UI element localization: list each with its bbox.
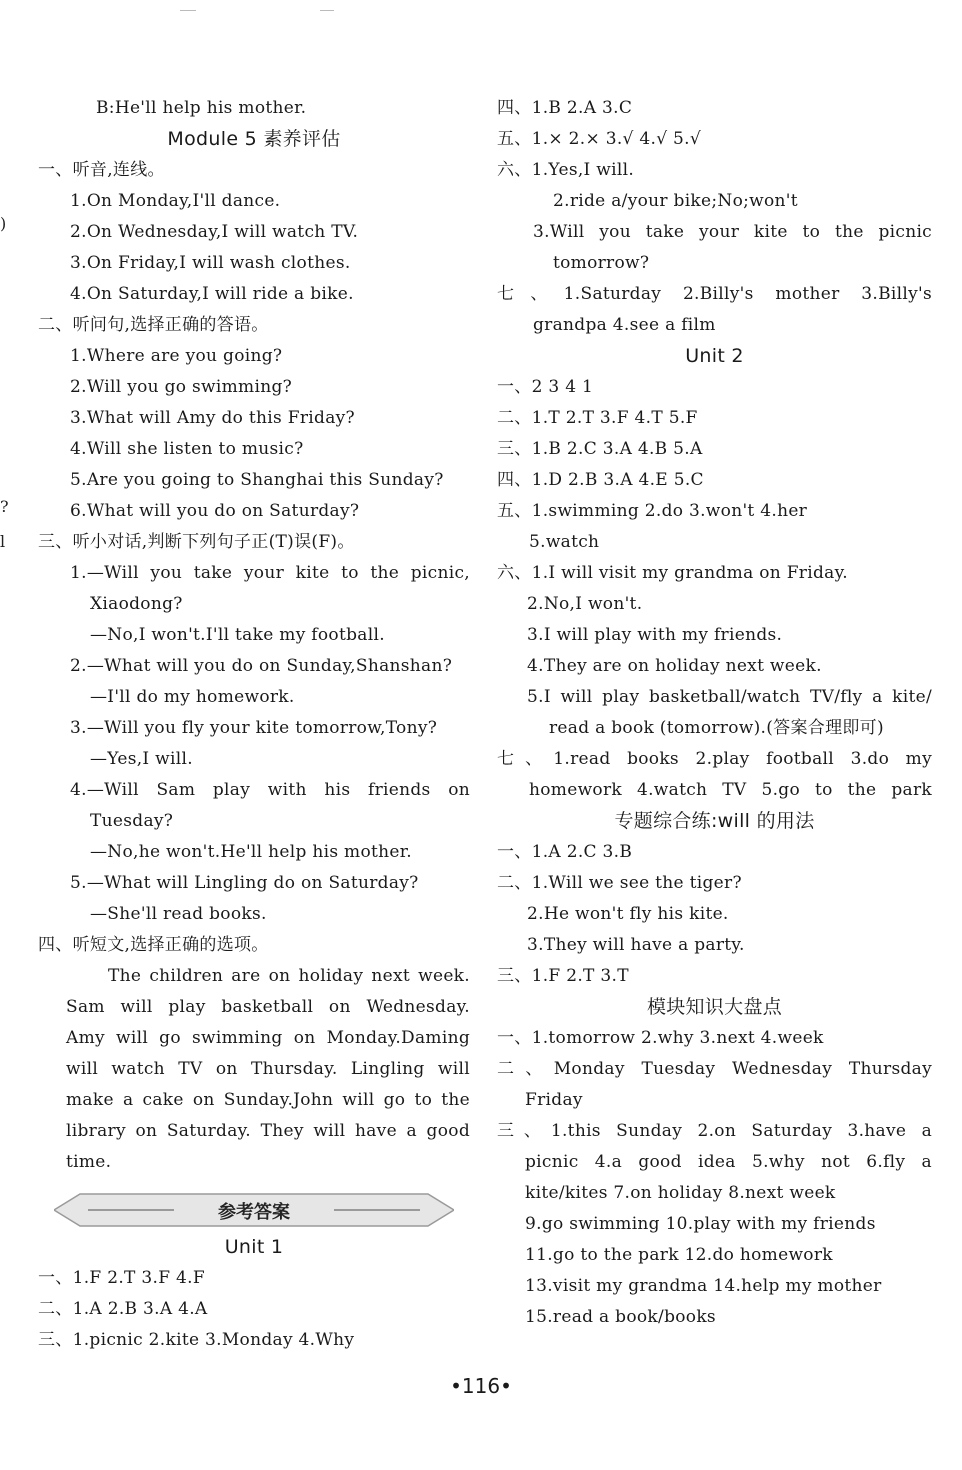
- question-heading: 四、听短文,选择正确的选项。: [38, 935, 269, 955]
- answer-line: 三、1.F 2.T 3.T: [497, 966, 629, 986]
- list-item: 5.Are you going to Shanghai this Sunday?: [70, 470, 444, 490]
- answer-line: 七、1.Saturday 2.Billy's mother 3.Billy's: [497, 284, 932, 304]
- answer-line: 六、1.Yes,I will.: [497, 160, 635, 180]
- question-heading: 一、听音,连线。: [38, 160, 165, 180]
- list-item: 1.Where are you going?: [70, 346, 283, 366]
- passage-line: make a cake on Sunday.John will go to the: [66, 1090, 470, 1110]
- answer-line: 5.watch: [529, 532, 600, 552]
- list-item: 2.Will you go swimming?: [70, 377, 293, 397]
- answer-line: 15.read a book/books: [525, 1307, 716, 1327]
- answer-line: 3.I will play with my friends.: [527, 625, 783, 645]
- edge-mark: l: [0, 532, 6, 551]
- scan-mark: [180, 10, 196, 11]
- answer-line: 2.No,I won't.: [527, 594, 643, 614]
- answer-line: 七、1.read books 2.play football 3.do my: [497, 749, 932, 769]
- passage-line: Sam will play basketball on Wednesday.: [66, 997, 470, 1017]
- list-item: —No,I won't.I'll take my football.: [90, 625, 385, 645]
- list-item: 3.—Will you fly your kite tomorrow,Tony?: [70, 718, 438, 738]
- answer-line: 5.I will play basketball/watch TV/fly a kite/: [527, 687, 932, 707]
- answer-line: 3.They will have a party.: [527, 935, 745, 955]
- list-item: 2.—What will you do on Sunday,Shanshan?: [70, 656, 453, 676]
- passage-line: The children are on holiday next week.: [108, 966, 470, 986]
- list-item: —I'll do my homework.: [90, 687, 295, 707]
- list-item: 5.—What will Lingling do on Saturday?: [70, 873, 419, 893]
- answer-line: 2.ride a/your bike;No;won't: [553, 191, 798, 211]
- passage-line: time.: [66, 1152, 112, 1172]
- section-title: Module 5 素养评估: [167, 128, 341, 150]
- answer-line: 4.They are on holiday next week.: [527, 656, 822, 676]
- question-heading: 二、听问句,选择正确的答语。: [38, 315, 269, 335]
- list-item: Xiaodong?: [90, 594, 183, 614]
- passage-line: will watch TV on Thursday. Lingling will: [66, 1059, 470, 1079]
- answer-line: 五、1.× 2.× 3.√ 4.√ 5.√: [497, 129, 701, 149]
- answer-line: 11.go to the park 12.do homework: [525, 1245, 833, 1265]
- answer-line: 9.go swimming 10.play with my friends: [525, 1214, 876, 1234]
- answer-line: 四、1.B 2.A 3.C: [497, 98, 633, 118]
- dialog-line: B:He'll help his mother.: [96, 98, 307, 118]
- answer-line: grandpa 4.see a film: [533, 315, 716, 335]
- question-heading: 三、听小对话,判断下列句子正(T)误(F)。: [38, 532, 355, 552]
- answer-line: 三、1.this Sunday 2.on Saturday 3.have a: [497, 1121, 932, 1141]
- list-item: 4.—Will Sam play with his friends on: [70, 780, 470, 800]
- edge-mark: ?: [0, 497, 9, 516]
- answer-line: tomorrow?: [553, 253, 650, 273]
- edge-mark: ): [0, 214, 7, 233]
- banner-label: 参考答案: [218, 1202, 290, 1223]
- section-title: 模块知识大盘点: [646, 996, 783, 1018]
- list-item: 2.On Wednesday,I will watch TV.: [70, 222, 359, 242]
- list-item: —No,he won't.He'll help his mother.: [90, 842, 413, 862]
- list-item: 1.On Monday,I'll dance.: [70, 191, 281, 211]
- answer-line: 三、1.B 2.C 3.A 4.B 5.A: [497, 439, 703, 459]
- answer-line: 3.Will you take your kite to the picnic: [533, 222, 932, 242]
- page-number: •116•: [450, 1374, 512, 1398]
- scan-mark: [320, 10, 334, 11]
- answer-line: 一、2 3 4 1: [497, 377, 594, 397]
- unit-title: Unit 2: [685, 345, 744, 367]
- answer-line: read a book (tomorrow).(答案合理即可): [549, 718, 884, 738]
- passage-line: library on Saturday. They will have a good: [66, 1121, 470, 1141]
- answer-line: 2.He won't fly his kite.: [527, 904, 729, 924]
- list-item: 3.On Friday,I will wash clothes.: [70, 253, 351, 273]
- answer-line: 五、1.swimming 2.do 3.won't 4.her: [497, 501, 808, 521]
- answer-line: 六、1.I will visit my grandma on Friday.: [497, 563, 848, 583]
- right-column: [497, 97, 932, 1337]
- answer-line: 三、1.picnic 2.kite 3.Monday 4.Why: [38, 1330, 355, 1350]
- list-item: 3.What will Amy do this Friday?: [70, 408, 355, 428]
- answer-line: 二、1.Will we see the tiger?: [497, 873, 742, 893]
- section-title: 专题综合练:will 的用法: [614, 810, 815, 832]
- list-item: 4.Will she listen to music?: [70, 439, 304, 459]
- answer-line: homework 4.watch TV 5.go to the park: [529, 780, 932, 800]
- answer-line: 二、1.A 2.B 3.A 4.A: [38, 1299, 208, 1319]
- list-item: 6.What will you do on Saturday?: [70, 501, 360, 521]
- answer-banner: [54, 1192, 454, 1228]
- answer-line: picnic 4.a good idea 5.why not 6.fly a: [525, 1152, 932, 1172]
- list-item: Tuesday?: [90, 811, 174, 831]
- answer-line: Friday: [525, 1090, 583, 1110]
- list-item: 4.On Saturday,I will ride a bike.: [70, 284, 354, 304]
- answer-line: 二、1.T 2.T 3.F 4.T 5.F: [497, 408, 698, 428]
- answer-line: 一、1.F 2.T 3.F 4.F: [38, 1268, 205, 1288]
- answer-line: 一、1.tomorrow 2.why 3.next 4.week: [497, 1028, 824, 1048]
- left-column: [38, 97, 470, 1360]
- unit-title: Unit 1: [224, 1236, 284, 1258]
- answer-line: 13.visit my grandma 14.help my mother: [525, 1276, 882, 1296]
- list-item: 1.—Will you take your kite to the picnic,: [70, 563, 470, 583]
- list-item: —Yes,I will.: [90, 749, 193, 769]
- answer-line: 二、Monday Tuesday Wednesday Thursday: [497, 1059, 932, 1079]
- list-item: —She'll read books.: [90, 904, 267, 924]
- answer-line: kite/kites 7.on holiday 8.next week: [525, 1183, 836, 1203]
- answer-line: 四、1.D 2.B 3.A 4.E 5.C: [497, 470, 704, 490]
- passage-line: Amy will go swimming on Monday.Daming: [66, 1028, 470, 1048]
- answer-line: 一、1.A 2.C 3.B: [497, 842, 633, 862]
